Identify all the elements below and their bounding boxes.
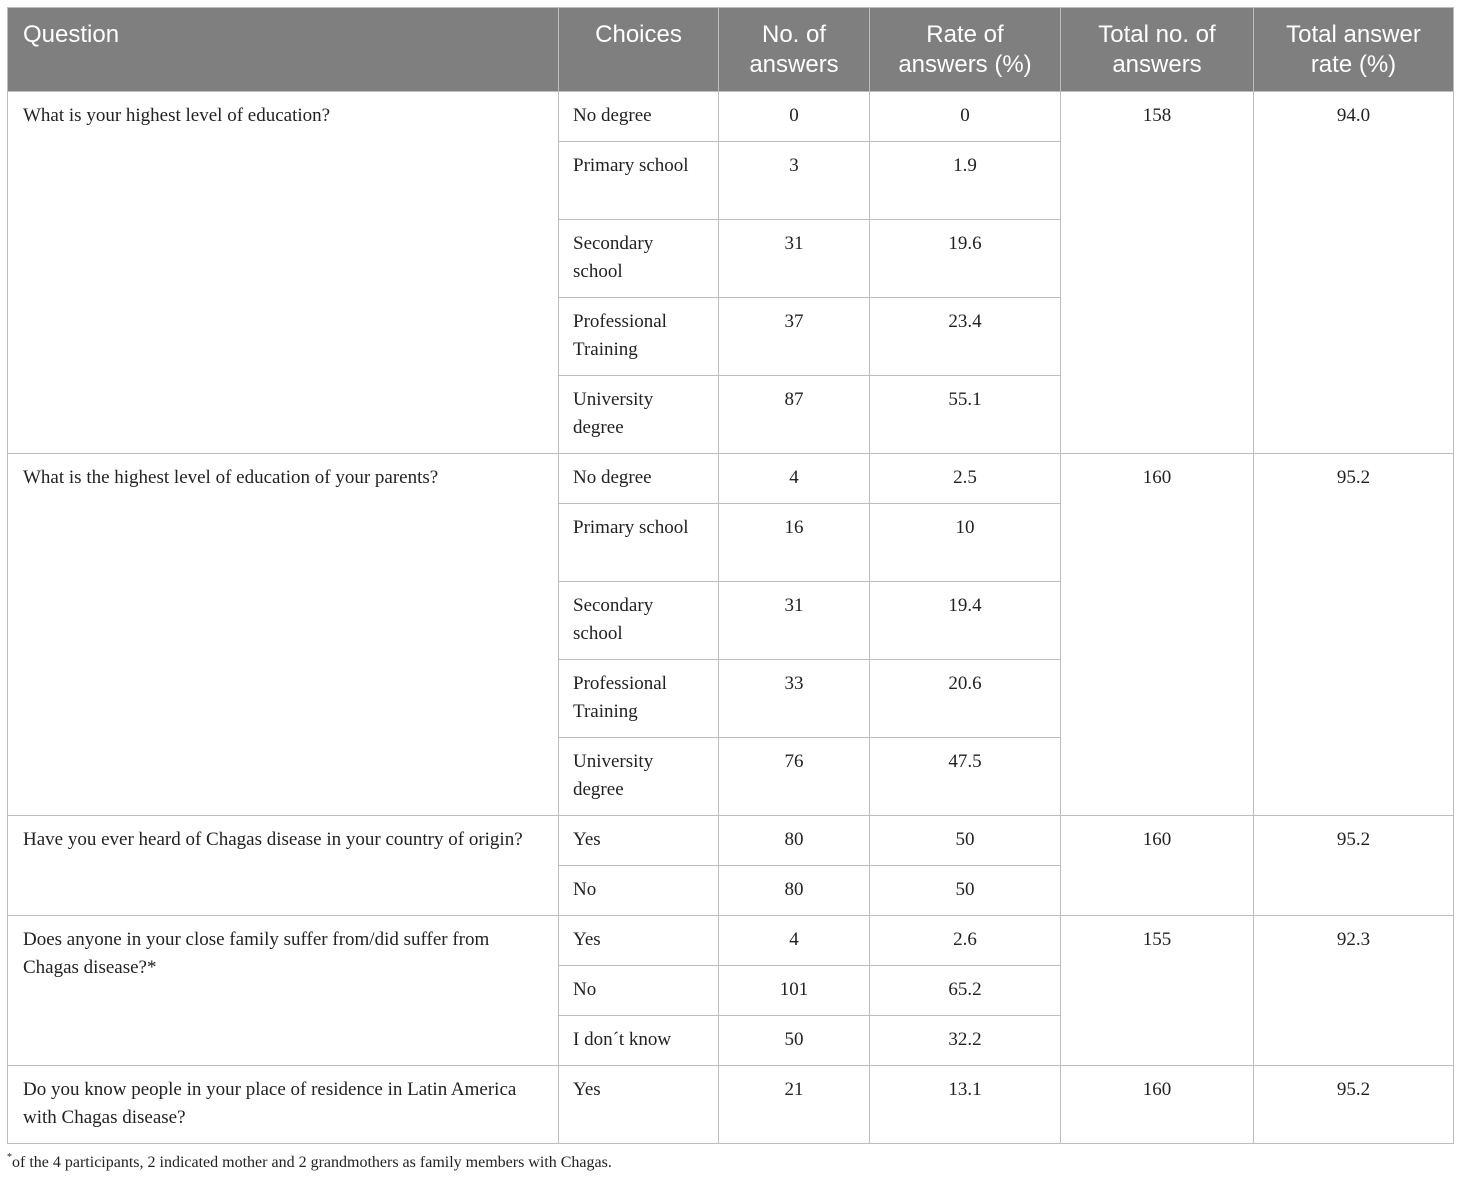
choice-cell: Professional Training	[559, 298, 719, 376]
header-question: Question	[8, 8, 559, 92]
choice-cell: University degree	[559, 376, 719, 454]
total-answers-cell: 160	[1061, 454, 1254, 816]
answer-count-cell: 76	[719, 738, 870, 816]
answer-rate-cell: 1.9	[870, 142, 1061, 220]
answer-rate-cell: 10	[870, 504, 1061, 582]
choice-cell: I don´t know	[559, 1016, 719, 1066]
answer-count-cell: 101	[719, 966, 870, 1016]
table-row	[8, 916, 1454, 966]
answer-rate-cell: 19.4	[870, 582, 1061, 660]
total-answer-rate-cell: 92.3	[1254, 916, 1454, 1066]
choice-cell: No	[559, 966, 719, 1016]
answer-count-cell: 4	[719, 916, 870, 966]
choice-cell: No degree	[559, 454, 719, 504]
answer-count-cell: 16	[719, 504, 870, 582]
answer-rate-cell: 55.1	[870, 376, 1061, 454]
answer-count-cell: 87	[719, 376, 870, 454]
choice-cell: Yes	[559, 1066, 719, 1144]
survey-table	[7, 7, 1454, 1144]
answer-rate-cell: 32.2	[870, 1016, 1061, 1066]
choice-cell: Secondary school	[559, 220, 719, 298]
total-answer-rate-cell: 94.0	[1254, 92, 1454, 454]
answer-rate-cell: 50	[870, 816, 1061, 866]
table-row	[8, 816, 1454, 866]
answer-count-cell: 80	[719, 816, 870, 866]
choice-cell: Primary school	[559, 504, 719, 582]
header-no-of-answers: No. of answers	[719, 8, 870, 92]
answer-rate-cell: 2.6	[870, 916, 1061, 966]
header-choices: Choices	[559, 8, 719, 92]
answer-rate-cell: 23.4	[870, 298, 1061, 376]
answer-count-cell: 80	[719, 866, 870, 916]
answer-count-cell: 3	[719, 142, 870, 220]
total-answers-cell: 160	[1061, 816, 1254, 916]
answer-count-cell: 4	[719, 454, 870, 504]
table-footnote	[7, 1152, 612, 1174]
question-cell: What is the highest level of education of your parents?	[8, 454, 559, 816]
answer-count-cell: 31	[719, 220, 870, 298]
answer-count-cell: 37	[719, 298, 870, 376]
answer-rate-cell: 19.6	[870, 220, 1061, 298]
choice-cell: No degree	[559, 92, 719, 142]
choice-cell: Yes	[559, 916, 719, 966]
header-rate-of-answers: Rate of answers (%)	[870, 8, 1061, 92]
answer-count-cell: 50	[719, 1016, 870, 1066]
table-body	[8, 92, 1454, 1144]
total-answer-rate-cell: 95.2	[1254, 454, 1454, 816]
table-header	[8, 8, 1454, 92]
total-answer-rate-cell: 95.2	[1254, 816, 1454, 916]
answer-rate-cell: 20.6	[870, 660, 1061, 738]
choice-cell: Primary school	[559, 142, 719, 220]
total-answer-rate-cell: 95.2	[1254, 1066, 1454, 1144]
answer-count-cell: 0	[719, 92, 870, 142]
footnote-marker: *	[7, 1152, 12, 1163]
answer-rate-cell: 50	[870, 866, 1061, 916]
answer-rate-cell: 13.1	[870, 1066, 1061, 1144]
header-total-answer-rate: Total answer rate (%)	[1254, 8, 1454, 92]
table-row	[8, 1066, 1454, 1144]
choice-cell: Yes	[559, 816, 719, 866]
choice-cell: Secondary school	[559, 582, 719, 660]
table-row	[8, 454, 1454, 504]
table-row	[8, 92, 1454, 142]
header-total-no-of-answers: Total no. of answers	[1061, 8, 1254, 92]
choice-cell: University degree	[559, 738, 719, 816]
total-answers-cell: 158	[1061, 92, 1254, 454]
header-row	[8, 8, 1454, 92]
choice-cell: No	[559, 866, 719, 916]
total-answers-cell: 155	[1061, 916, 1254, 1066]
answer-rate-cell: 0	[870, 92, 1061, 142]
choice-cell: Professional Training	[559, 660, 719, 738]
total-answers-cell: 160	[1061, 1066, 1254, 1144]
question-cell: Does anyone in your close family suffer from/did suffer from Chagas disease?*	[8, 916, 559, 1066]
answer-count-cell: 31	[719, 582, 870, 660]
answer-rate-cell: 2.5	[870, 454, 1061, 504]
answer-rate-cell: 65.2	[870, 966, 1061, 1016]
answer-rate-cell: 47.5	[870, 738, 1061, 816]
footnote-text: of the 4 participants, 2 indicated mother and 2 grandmothers as family members with Chagas.	[12, 1154, 612, 1171]
answer-count-cell: 21	[719, 1066, 870, 1144]
question-cell: Have you ever heard of Chagas disease in your country of origin?	[8, 816, 559, 916]
question-cell: Do you know people in your place of residence in Latin America with Chagas disease?	[8, 1066, 559, 1144]
answer-count-cell: 33	[719, 660, 870, 738]
question-cell: What is your highest level of education?	[8, 92, 559, 454]
